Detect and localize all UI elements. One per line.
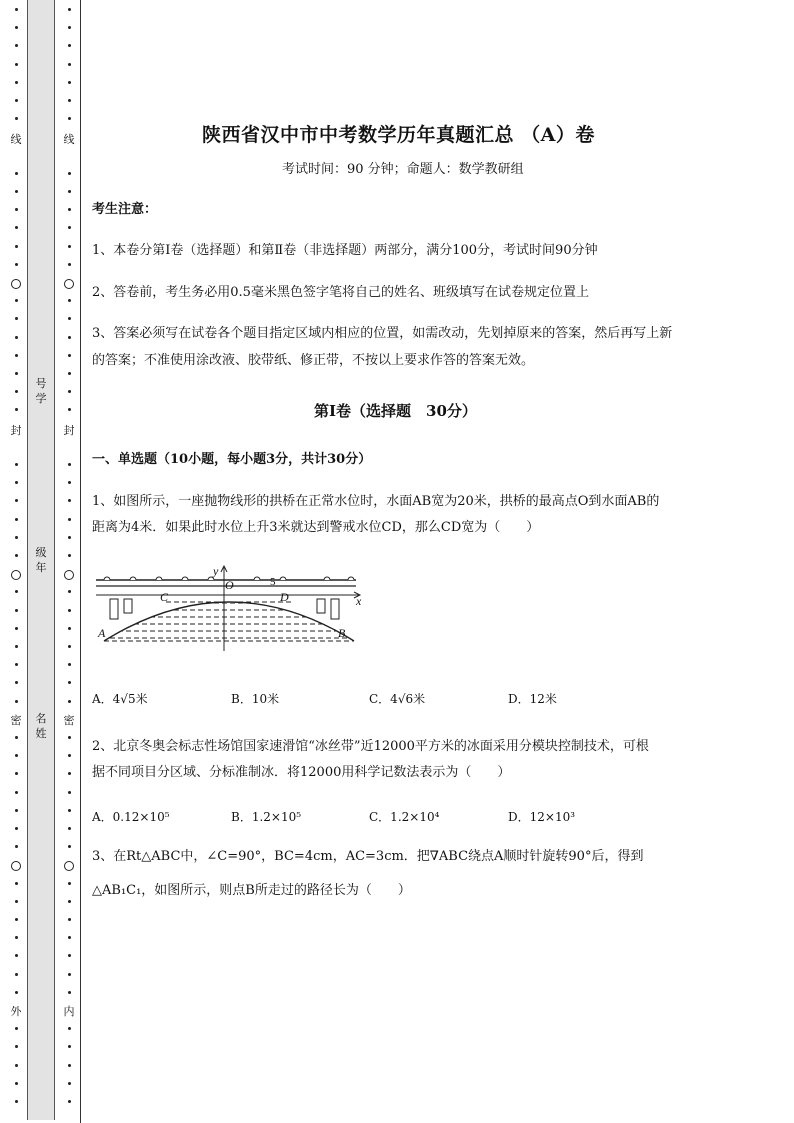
binding-dot: [15, 226, 18, 229]
binding-dot: [68, 463, 71, 466]
notice-item-3-line2: 的答案；不准使用涂改液、胶带纸、修正带，不按以上要求作答的答案无效。: [92, 353, 535, 368]
binding-dot: [15, 390, 18, 393]
binding-dot: [15, 372, 18, 375]
outer-hole-2: [11, 570, 21, 580]
binding-dot: [15, 354, 18, 357]
binding-dot: [68, 681, 71, 684]
binding-dot: [68, 1082, 71, 1085]
binding-dot: [15, 299, 18, 302]
q1-option-a[interactable]: A．4√5米: [92, 692, 148, 706]
binding-dot: [68, 590, 71, 593]
binding-dot: [15, 590, 18, 593]
binding-dot: [68, 26, 71, 29]
label-d: D: [280, 590, 289, 604]
binding-dot: [68, 809, 71, 812]
binding-dot: [68, 991, 71, 994]
binding-dot: [15, 772, 18, 775]
binding-dot: [68, 772, 71, 775]
binding-dot: [68, 954, 71, 957]
binding-dot: [15, 117, 18, 120]
notice-item-2: 2、答卷前，考生务必用0.5毫米黑色签字笔将自己的姓名、班级填写在试卷规定位置上: [92, 285, 589, 300]
binding-dot: [15, 190, 18, 193]
binding-dot: [15, 1045, 18, 1048]
label-b: B: [338, 626, 346, 640]
inner-hole-2: [64, 570, 74, 580]
outer-mark-line: 线: [10, 133, 22, 146]
binding-dot: [68, 827, 71, 830]
binding-dot: [68, 700, 71, 703]
binding-dot: [68, 900, 71, 903]
class-label: 级年: [35, 546, 47, 574]
binding-dot: [15, 8, 18, 11]
binding-dot: [15, 99, 18, 102]
notice-item-1: 1、本卷分第Ⅰ卷（选择题）和第Ⅱ卷（非选择题）两部分，满分100分，考试时间90分钟: [92, 243, 598, 258]
binding-dot: [15, 1027, 18, 1030]
exam-subtitle: 考试时间：90 分钟；命题人：数学教研组: [282, 162, 524, 177]
q2-option-a[interactable]: A．0.12×10⁵: [92, 810, 170, 824]
binding-dot: [15, 645, 18, 648]
q3-line2: △AB₁C₁，如图所示，则点B所走过的路径长为（ ）: [92, 883, 411, 898]
exam-title: 陕西省汉中市中考数学历年真题汇总 （A）卷: [202, 124, 595, 146]
section-title: 第Ⅰ卷（选择题 30分）: [314, 402, 477, 420]
binding-dot: [15, 336, 18, 339]
binding-dot: [68, 336, 71, 339]
binding-dot: [15, 463, 18, 466]
binding-dot: [68, 627, 71, 630]
binding-dot: [68, 1027, 71, 1030]
binding-dot: [15, 554, 18, 557]
binding-dot: [68, 609, 71, 612]
binding-dot: [68, 882, 71, 885]
binding-dot: [15, 408, 18, 411]
binding-dot: [15, 263, 18, 266]
binding-dot: [15, 700, 18, 703]
binding-dot: [68, 936, 71, 939]
binding-dot: [15, 518, 18, 521]
label-y: y: [213, 565, 219, 578]
label-five: 5: [270, 576, 276, 588]
q2-option-c[interactable]: C．1.2×10⁴: [369, 810, 440, 824]
outer-mark-outside: 外: [10, 1005, 22, 1018]
binding-dot: [68, 372, 71, 375]
binding-dot: [68, 1045, 71, 1048]
binding-dot: [15, 754, 18, 757]
binding-dot: [68, 791, 71, 794]
binding-dot: [68, 44, 71, 47]
binding-dot: [15, 481, 18, 484]
binding-dot: [15, 791, 18, 794]
binding-dot: [15, 809, 18, 812]
binding-dot: [15, 172, 18, 175]
binding-dot: [68, 518, 71, 521]
binding-dot: [15, 736, 18, 739]
student-number-label: 号学: [35, 377, 47, 405]
binding-dot: [68, 736, 71, 739]
binding-dot: [15, 973, 18, 976]
notice-heading: 考生注意：: [92, 202, 158, 217]
binding-dot: [68, 973, 71, 976]
binding-dot: [15, 918, 18, 921]
binding-dot: [15, 63, 18, 66]
binding-dot: [68, 226, 71, 229]
binding-dot: [15, 1100, 18, 1103]
binding-dot: [68, 536, 71, 539]
label-o: O: [225, 578, 234, 592]
label-c: C: [160, 590, 169, 604]
part-heading: 一、单选题（10小题，每小题3分，共计30分）: [92, 452, 372, 467]
binding-dot: [15, 845, 18, 848]
binding-dot: [68, 645, 71, 648]
binding-dot: [68, 481, 71, 484]
binding-dot: [15, 882, 18, 885]
q2-line2: 据不同项目分区域、分标准制冰．将12000用科学记数法表示为（ ）: [92, 765, 511, 780]
binding-dot: [15, 991, 18, 994]
binding-dot: [15, 317, 18, 320]
binding-dot: [68, 663, 71, 666]
binding-dot: [15, 536, 18, 539]
q3-line1: 3、在Rt△ABC中，∠C=90°，BC=4cm，AC=3cm．把∇ABC绕点A顺时针旋转90°后，得到: [92, 849, 644, 864]
binding-dot: [15, 245, 18, 248]
binding-dot: [68, 317, 71, 320]
binding-dot: [15, 609, 18, 612]
binding-dot: [68, 117, 71, 120]
binding-dot: [68, 390, 71, 393]
binding-dot: [68, 299, 71, 302]
binding-rule: [80, 0, 81, 1123]
outer-hole-3: [11, 861, 21, 871]
binding-dot: [15, 900, 18, 903]
bridge-figure: [94, 565, 374, 655]
inner-hole-1: [64, 279, 74, 289]
inner-hole-3: [64, 861, 74, 871]
outer-mark-secret: 密: [10, 714, 22, 727]
q1-line1: 1、如图所示，一座抛物线形的拱桥在正常水位时，水面AB宽为20米，拱桥的最高点O到水面AB的: [92, 494, 660, 509]
binding-dot: [68, 63, 71, 66]
binding-dot: [68, 408, 71, 411]
q1-option-d[interactable]: D．12米: [508, 692, 557, 706]
binding-dot: [68, 1100, 71, 1103]
binding-dot: [68, 245, 71, 248]
binding-dot: [68, 8, 71, 11]
binding-dot: [15, 827, 18, 830]
binding-dot: [68, 1064, 71, 1067]
inner-mark-inside: 内: [63, 1005, 75, 1018]
binding-dot: [68, 845, 71, 848]
outer-mark-seal: 封: [10, 424, 22, 437]
q1-option-b[interactable]: B．10米: [231, 692, 280, 706]
q2-option-b[interactable]: B．1.2×10⁵: [231, 810, 302, 824]
binding-dot: [15, 1064, 18, 1067]
inner-mark-secret: 密: [63, 714, 75, 727]
binding-dot: [68, 208, 71, 211]
outer-hole-1: [11, 279, 21, 289]
q2-line1: 2、北京冬奥会标志性场馆国家速滑馆“冰丝带”近12000平方米的冰面采用分模块控制技术，可根: [92, 739, 649, 754]
binding-dot: [68, 554, 71, 557]
binding-dot: [68, 172, 71, 175]
binding-dot: [68, 99, 71, 102]
q1-option-c[interactable]: C．4√6米: [369, 692, 426, 706]
label-a: A: [98, 626, 106, 640]
inner-mark-line: 线: [63, 133, 75, 146]
binding-dot: [15, 26, 18, 29]
q2-option-d[interactable]: D．12×10³: [508, 810, 576, 824]
binding-dot: [15, 954, 18, 957]
binding-dot: [68, 263, 71, 266]
q1-line2: 距离为4米．如果此时水位上升3米就达到警戒水位CD，那么CD宽为（ ）: [92, 520, 540, 535]
binding-dot: [15, 44, 18, 47]
binding-dot: [15, 663, 18, 666]
binding-dot: [15, 499, 18, 502]
binding-dot: [15, 627, 18, 630]
label-x: x: [356, 594, 362, 608]
binding-margin: [0, 0, 84, 1123]
binding-dot: [15, 208, 18, 211]
binding-dot: [68, 754, 71, 757]
binding-dot: [68, 499, 71, 502]
name-label: 名姓: [35, 712, 47, 740]
binding-dot: [68, 918, 71, 921]
binding-dot: [15, 681, 18, 684]
binding-dot: [15, 81, 18, 84]
notice-item-3-line1: 3、答案必须写在试卷各个题目指定区域内相应的位置，如需改动，先划掉原来的答案，然后再写上新: [92, 326, 673, 341]
binding-dot: [68, 81, 71, 84]
binding-dot: [68, 190, 71, 193]
inner-mark-seal: 封: [63, 424, 75, 437]
binding-dot: [15, 1082, 18, 1085]
binding-dot: [68, 354, 71, 357]
binding-dot: [15, 936, 18, 939]
